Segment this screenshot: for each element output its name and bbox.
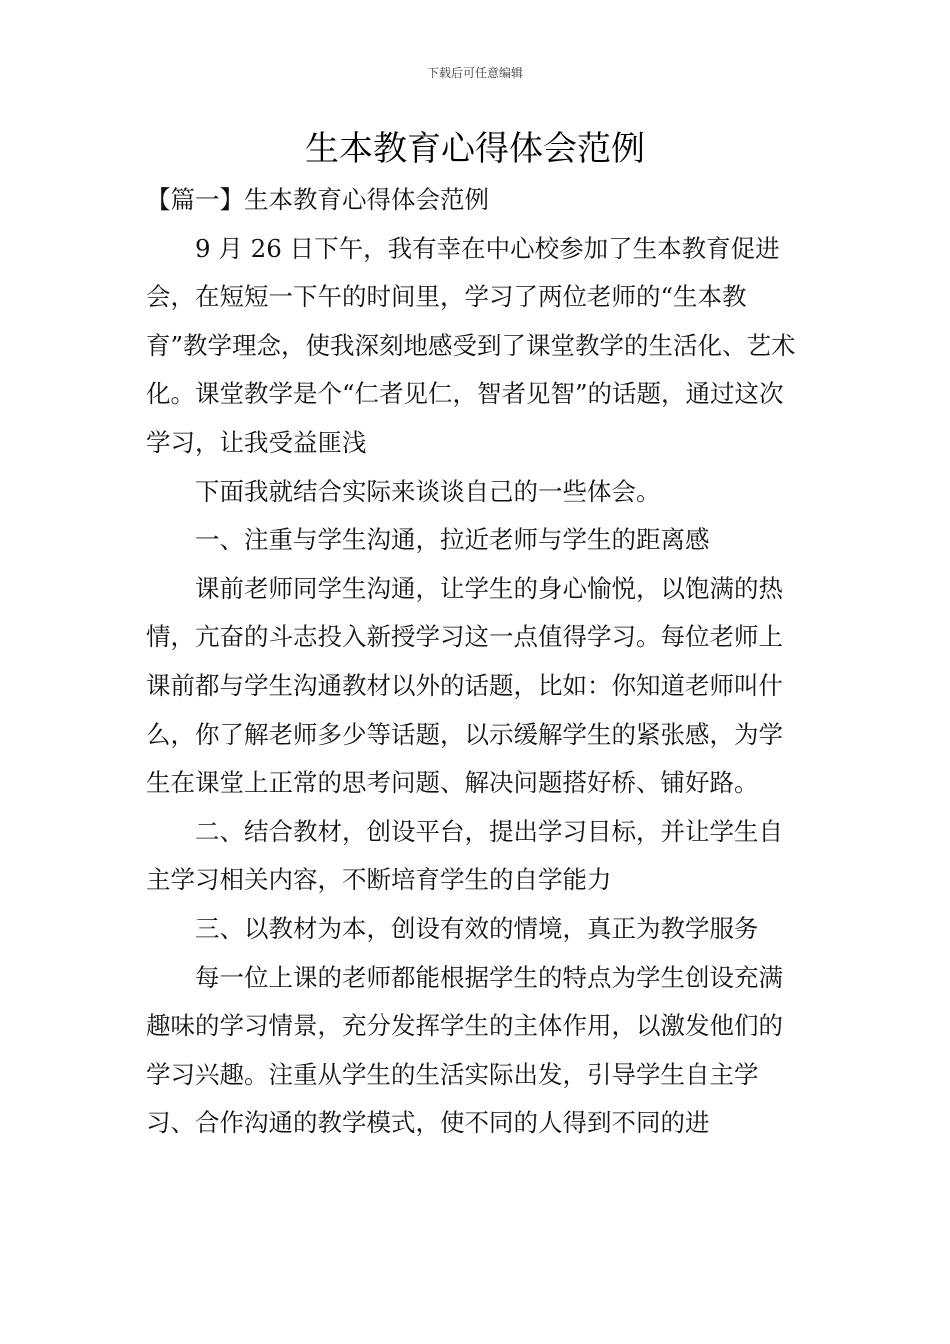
point-heading-2: 二、结合教材，创设平台，提出学习目标，并让学生自主学习相关内容，不断培育学生的自学能力 (146, 816, 783, 895)
paragraph-intro: 9 月 26 日下午，我有幸在中心校参加了生本教育促进会，在短短一下午的时间里，学习了两位老师的“生本教育”教学理念，使我深刻地感受到了课堂教学的生活化、艺术化。课堂教学是个“仁者见仁，智者见智”的话题，通过这次学习，让我受益匪浅 (146, 233, 796, 457)
point-heading-3: 三、以教材为本，创设有效的情境，真正为教学服务 (195, 913, 759, 943)
document-title: 生本教育心得体会范例 (305, 129, 645, 169)
paragraph-point-1: 课前老师同学生沟通，让学生的身心愉悦，以饱满的热情，亢奋的斗志投入新授学习这一点值得学习。每位老师上课前都与学生沟通教材以外的话题，比如：你知道老师叫什么，你了解老师多少等话题，以示缓解学生的紧张感，为学生在课堂上正常的思考问题、解决问题搭好桥、铺好路。 (146, 573, 783, 798)
paragraph-transition: 下面我就结合实际来谈谈自己的一些体会。 (195, 476, 661, 506)
document-body (146, 176, 806, 1148)
header-note: 下载后可任意编辑 (426, 66, 523, 80)
point-heading-1: 一、注重与学生沟通，拉近老师与学生的距离感 (195, 525, 710, 555)
paragraph-point-3: 每一位上课的老师都能根据学生的特点为学生创设充满趣味的学习情景，充分发挥学生的主体作用，以激发他们的学习兴趣。注重从学生的生活实际出发，引导学生自主学习、合作沟通的教学模式，使不同的人得到不同的进 (146, 962, 783, 1138)
section-heading: 【篇一】生本教育心得体会范例 (146, 185, 489, 214)
